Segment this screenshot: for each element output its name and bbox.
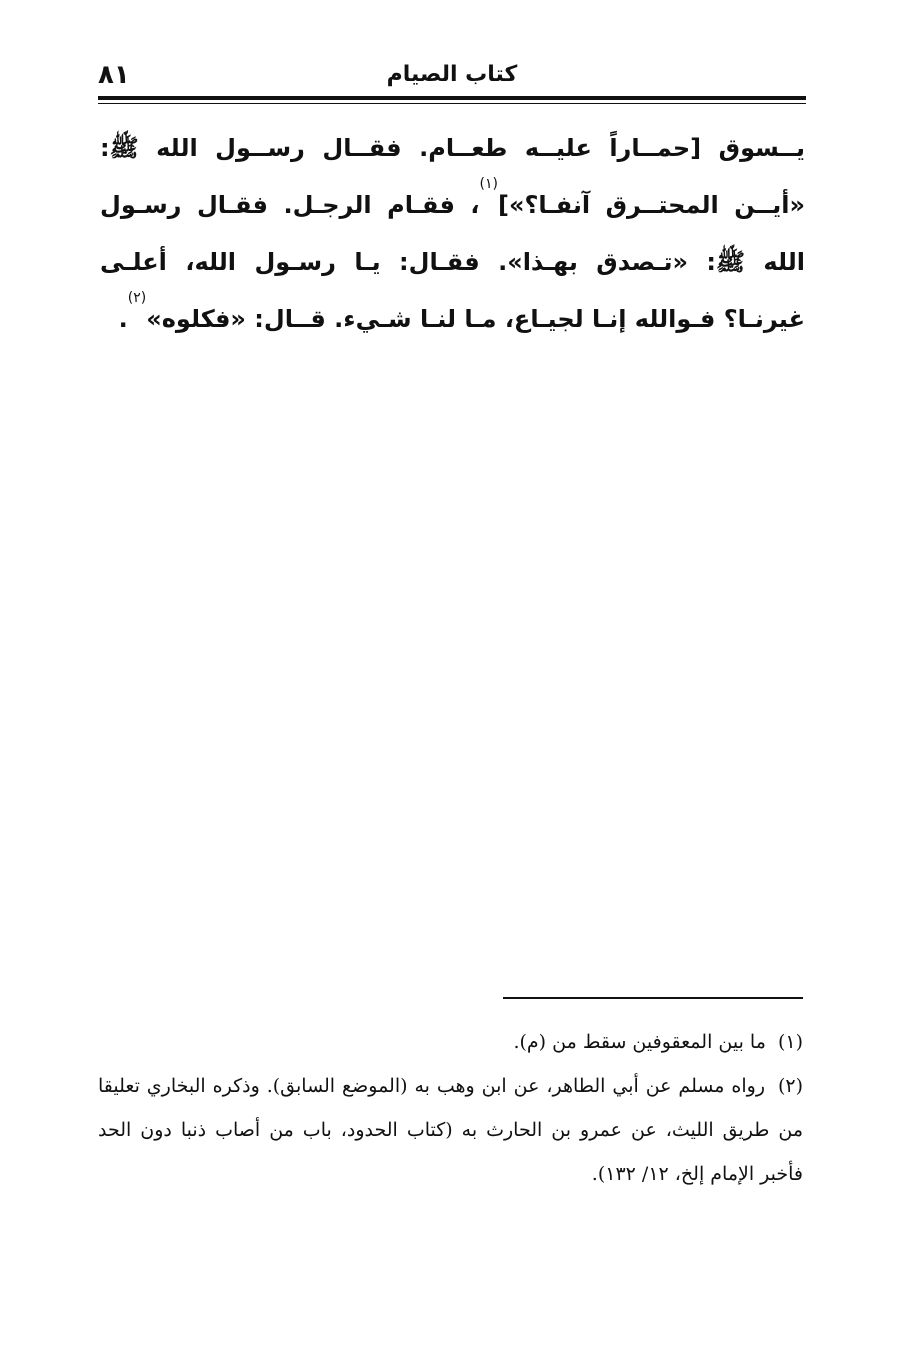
running-title: كتاب الصيام: [386, 62, 518, 87]
footnote-text: رواه مسلم عن أبي الطاهر، عن ابن وهب به (الموضع السابق). وذكره البخاري تعليقا من طريق الليث، عن عمرو بن الحارث به (كتاب الحدود، باب من أصاب ذنبا دون الحد فأخبر الإمام إلخ، ١٢/ ١٣٢).: [98, 1075, 803, 1185]
footnote-text: ما بين المعقوفين سقط من (م).: [513, 1031, 766, 1053]
footnotes: [98, 1020, 803, 1196]
page-number: ٨١: [98, 60, 130, 90]
main-text-part-3: .: [118, 305, 128, 333]
footnote-ref-1: (١): [479, 176, 498, 192]
footnote-separator: [503, 997, 803, 999]
main-text-part-2: ، فقـام الرجـل. فقـال رسـول الله ﷺ: «تـصدق بهـذا». فقـال: يـا رسـول الله، أعلـى غيرنـا؟ فـوالله إنـا لجيـاع، مـا لنـا شـيء. قــال: «فكلوه»: [100, 191, 805, 333]
main-text: [100, 120, 805, 348]
footnote-1: [98, 1020, 803, 1064]
footnote-2: [98, 1064, 803, 1196]
header-rule-thick: [98, 96, 806, 100]
footnote-number: (١): [777, 1031, 803, 1053]
page-header: [98, 60, 806, 94]
footnote-ref-2: (٢): [127, 290, 147, 306]
footnote-number: (٢): [777, 1075, 803, 1097]
header-rule-thin: [98, 103, 806, 104]
main-text-part-1: يــسوق [حمــاراً عليــه طعــام. فقــال رســول الله ﷺ: «أيــن المحتــرق آنفـا؟»]: [100, 134, 806, 219]
